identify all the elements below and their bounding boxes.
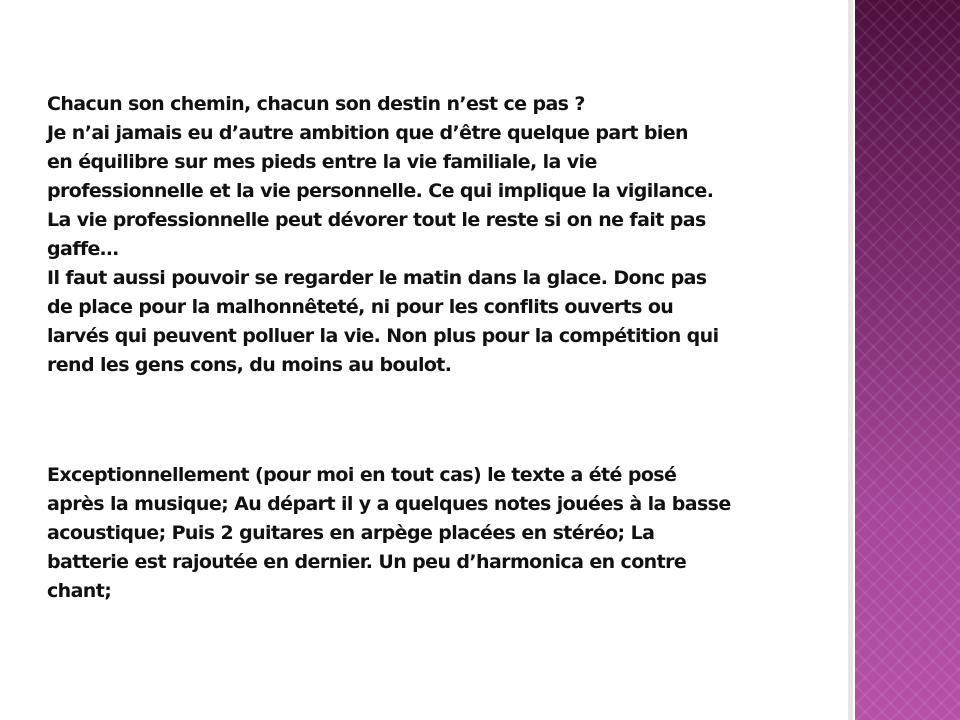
- paragraph-music-notes: Exceptionnellement (pour moi en tout cas) le texte a été posé après la musique; Au départ il y a quelques notes jouées à la basse acoustique; Puis 2 guitares en arpège placées en stéréo; La batterie est rajoutée en dernier. Un peu d’harmonica en contre chant;: [47, 464, 731, 602]
- accent-bar: [855, 0, 960, 720]
- paragraph-life-balance: Chacun son chemin, chacun son destin n’est ce pas ? Je n’ai jamais eu d’autre ambition que d’être quelque part bien en équilibre sur mes pieds entre la vie familiale, la vie professionnelle et la vie personnelle. Ce qui implique la vigilance. La vie professionnelle peut dévorer tout le reste si on ne fait pas gaffe… Il faut aussi pouvoir se regarder le matin dans la glace. Donc pas de place pour la malhonnêteté, ni pour les conflits ouverts ou larvés qui peuvent polluer la vie. Non plus pour la compétition qui rend les gens cons, du moins au boulot.: [47, 93, 719, 376]
- accent-divider: [848, 0, 853, 720]
